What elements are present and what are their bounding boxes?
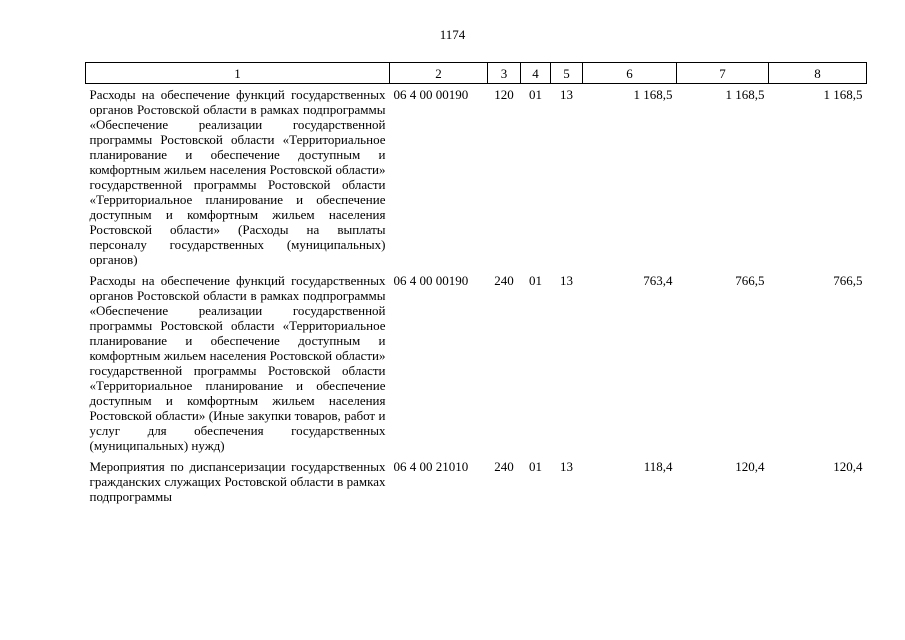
subsection-code: 13 [560, 459, 573, 474]
column-header-5: 5 [551, 63, 583, 84]
column-header-1: 1 [86, 63, 390, 84]
expense-name: Расходы на обеспечение функций государственных органов Ростовской области в рамках подпрограммы «Обеспечение реализации государственной программы Ростовской области «Территориальное планирование и обеспечение доступным и комфортным жильем населения Ростовской области» государственной программы Ростовской области «Территориальное планирование и обеспечение доступным и комфортным жильем населения Ростовской области» (Расходы на выплаты персоналу государственных (муниципальных) органов) [89, 87, 386, 267]
target-article-code: 06 4 00 21010 [393, 459, 469, 474]
amount-col-8: 1 168,5 [823, 87, 863, 102]
expense-type-code: 240 [494, 273, 514, 288]
expense-name: Мероприятия по диспансеризации государственных гражданских служащих Ростовской области в рамках подпрограммы [89, 459, 386, 504]
expense-type-code: 120 [494, 87, 514, 102]
column-header-4: 4 [521, 63, 551, 84]
section-code: 01 [529, 87, 542, 102]
column-header-8: 8 [769, 63, 867, 84]
header-row [86, 63, 867, 84]
amount-col-8: 766,5 [833, 273, 863, 288]
amount-col-8: 120,4 [833, 459, 863, 474]
budget-table [85, 62, 867, 507]
amount-col-7: 120,4 [735, 459, 765, 474]
page-number: 1174 [439, 27, 466, 42]
column-header-6: 6 [583, 63, 677, 84]
amount-col-6: 763,4 [643, 273, 673, 288]
table-row [86, 270, 867, 456]
amount-col-7: 766,5 [735, 273, 765, 288]
section-code: 01 [529, 273, 542, 288]
subsection-code: 13 [560, 273, 573, 288]
expense-name: Расходы на обеспечение функций государственных органов Ростовской области в рамках подпрограммы «Обеспечение реализации государственной программы Ростовской области «Территориальное планирование и обеспечение доступным и комфортным жильем населения Ростовской области» государственной программы Ростовской области «Территориальное планирование и обеспечение доступным и комфортным жильем населения Ростовской области» (Иные закупки товаров, работ и услуг для обеспечения государственных (муниципальных) нужд) [89, 273, 386, 453]
target-article-code: 06 4 00 00190 [393, 273, 469, 288]
column-header-7: 7 [677, 63, 769, 84]
subsection-code: 13 [560, 87, 573, 102]
amount-col-7: 1 168,5 [725, 87, 765, 102]
column-header-3: 3 [488, 63, 521, 84]
section-code: 01 [529, 459, 542, 474]
table-row [86, 84, 867, 271]
amount-col-6: 118,4 [643, 459, 673, 474]
table-row [86, 456, 867, 507]
expense-type-code: 240 [494, 459, 514, 474]
column-header-2: 2 [390, 63, 488, 84]
target-article-code: 06 4 00 00190 [393, 87, 469, 102]
amount-col-6: 1 168,5 [633, 87, 673, 102]
